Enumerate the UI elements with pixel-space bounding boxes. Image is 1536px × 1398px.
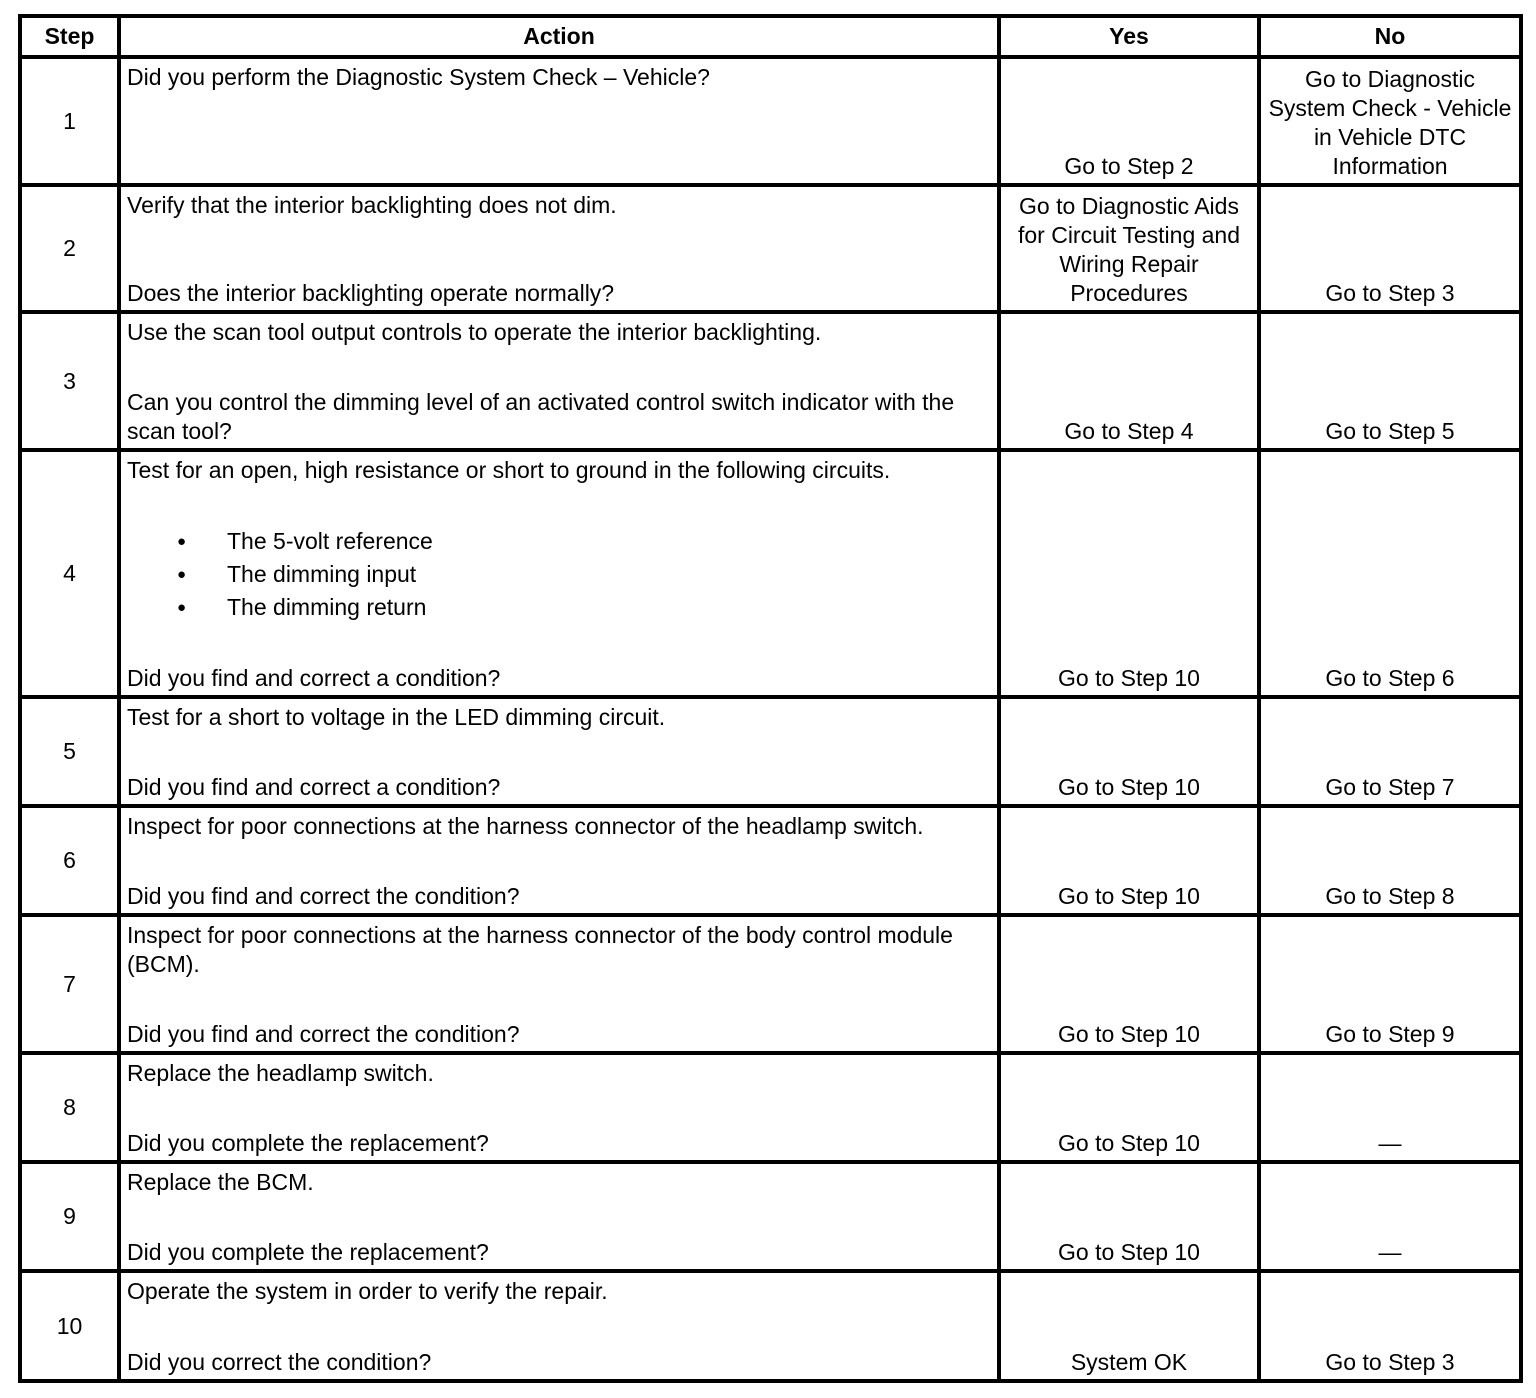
action-text: Verify that the interior backlighting does not dim. (127, 192, 617, 218)
table-row (20, 806, 1521, 915)
no-result (1259, 450, 1521, 697)
action-instruction (127, 191, 991, 220)
yes-result (999, 697, 1259, 806)
action-cell (119, 450, 999, 697)
action-question: Did you find and correct a condition? (127, 774, 501, 800)
no-result-text: Go to Step 7 (1325, 774, 1455, 800)
table-row (20, 312, 1521, 450)
action-cell (119, 312, 999, 450)
yes-result (999, 915, 1259, 1053)
yes-result (999, 1162, 1259, 1271)
no-result-text: Go to Step 8 (1325, 883, 1455, 909)
action-text: Inspect for poor connections at the harness connector of the body control module (BCM). (127, 922, 953, 977)
action-instruction (127, 812, 991, 841)
no-result (1259, 915, 1521, 1053)
action-cell (119, 1162, 999, 1271)
table-row (20, 57, 1521, 185)
circuit-list-item: ● The dimming input (177, 558, 991, 591)
table-row (20, 697, 1521, 806)
yes-result-text: System OK (1070, 1349, 1188, 1375)
yes-result (999, 1271, 1259, 1381)
action-question: Did you complete the replacement? (127, 1130, 489, 1156)
action-question: Did you find and correct a condition? (127, 665, 501, 691)
no-result (1259, 697, 1521, 806)
no-result-text: — (1378, 1130, 1402, 1156)
yes-result-text: Go to Step 10 (1058, 774, 1200, 800)
step-number: 2 (20, 185, 119, 312)
action-cell (119, 57, 999, 185)
no-result (1259, 1053, 1521, 1162)
circuit-list-item: ● The dimming return (177, 591, 991, 624)
action-instruction (127, 456, 991, 485)
yes-result-text: Go to Step 10 (1058, 1239, 1200, 1265)
yes-result-text: Go to Step 10 (1058, 1021, 1200, 1047)
action-instruction (127, 1277, 991, 1306)
no-result-text: — (1378, 1239, 1402, 1265)
action-question: Did you complete the replacement? (127, 1239, 489, 1265)
no-result-text: Go to Step 9 (1325, 1021, 1455, 1047)
header-no: No (1259, 16, 1521, 57)
no-result (1259, 1271, 1521, 1381)
action-text: Replace the headlamp switch. (127, 1060, 434, 1086)
diagnostic-steps-table (18, 14, 1523, 1383)
no-result-text: Go to Step 3 (1325, 1349, 1455, 1375)
circuit-list-item: ● The 5-volt reference (177, 525, 991, 558)
yes-result (999, 312, 1259, 450)
step-number: 1 (20, 57, 119, 185)
action-instruction (127, 63, 991, 92)
action-text: Operate the system in order to verify the repair. (127, 1278, 608, 1304)
action-question: Does the interior backlighting operate normally? (127, 280, 615, 306)
table-row (20, 1162, 1521, 1271)
yes-result-text: Go to Step 10 (1058, 883, 1200, 909)
action-instruction (127, 703, 991, 732)
no-result (1259, 57, 1521, 185)
no-result-text: Go to Step 5 (1325, 418, 1455, 444)
action-text: Replace the BCM. (127, 1169, 314, 1195)
action-question: Did you find and correct the condition? (127, 1021, 520, 1047)
step-number: 8 (20, 1053, 119, 1162)
circuit-list (127, 525, 991, 624)
step-number: 3 (20, 312, 119, 450)
table-row (20, 450, 1521, 697)
step-number: 4 (20, 450, 119, 697)
action-question: Did you correct the condition? (127, 1349, 432, 1375)
no-result (1259, 806, 1521, 915)
action-text: Inspect for poor connections at the harness connector of the headlamp switch. (127, 813, 924, 839)
action-question: Did you find and correct the condition? (127, 883, 520, 909)
step-number: 7 (20, 915, 119, 1053)
action-instruction (127, 1168, 991, 1197)
action-cell (119, 185, 999, 312)
action-question: Can you control the dimming level of an activated control switch indicator with the scan tool? (127, 389, 955, 444)
action-cell (119, 697, 999, 806)
step-number: 5 (20, 697, 119, 806)
yes-result (999, 450, 1259, 697)
action-cell (119, 915, 999, 1053)
table-row (20, 185, 1521, 312)
action-text: Use the scan tool output controls to operate the interior backlighting. (127, 319, 822, 345)
table-row (20, 1271, 1521, 1381)
yes-result-text: Go to Step 4 (1064, 418, 1194, 444)
action-cell (119, 1271, 999, 1381)
action-cell (119, 1053, 999, 1162)
yes-result (999, 185, 1259, 312)
yes-result-text: Go to Diagnostic Aids for Circuit Testing and Wiring Repair Procedures (1017, 193, 1240, 306)
action-instruction (127, 318, 991, 347)
yes-result-text: Go to Step 10 (1058, 1130, 1200, 1156)
step-number: 10 (20, 1271, 119, 1381)
no-result (1259, 185, 1521, 312)
no-result (1259, 1162, 1521, 1271)
header-yes: Yes (999, 16, 1259, 57)
action-instruction (127, 1059, 991, 1088)
table-row (20, 1053, 1521, 1162)
action-cell (119, 806, 999, 915)
header-step: Step (20, 16, 119, 57)
step-number: 6 (20, 806, 119, 915)
action-text: Test for an open, high resistance or short to ground in the following circuits. (127, 457, 891, 483)
yes-result-text: Go to Step 2 (1064, 153, 1194, 179)
step-number: 9 (20, 1162, 119, 1271)
table-row (20, 915, 1521, 1053)
header-action: Action (119, 16, 999, 57)
yes-result (999, 57, 1259, 185)
no-result-text: Go to Step 3 (1325, 280, 1455, 306)
no-result-text: Go to Diagnostic System Check - Vehicle in Vehicle DTC Information (1268, 66, 1512, 179)
no-result-text: Go to Step 6 (1325, 665, 1455, 691)
header-row (20, 16, 1521, 57)
action-instruction (127, 921, 991, 979)
action-text: Did you perform the Diagnostic System Check – Vehicle? (127, 64, 710, 90)
yes-result (999, 806, 1259, 915)
yes-result (999, 1053, 1259, 1162)
action-text: Test for a short to voltage in the LED dimming circuit. (127, 704, 666, 730)
yes-result-text: Go to Step 10 (1058, 665, 1200, 691)
no-result (1259, 312, 1521, 450)
